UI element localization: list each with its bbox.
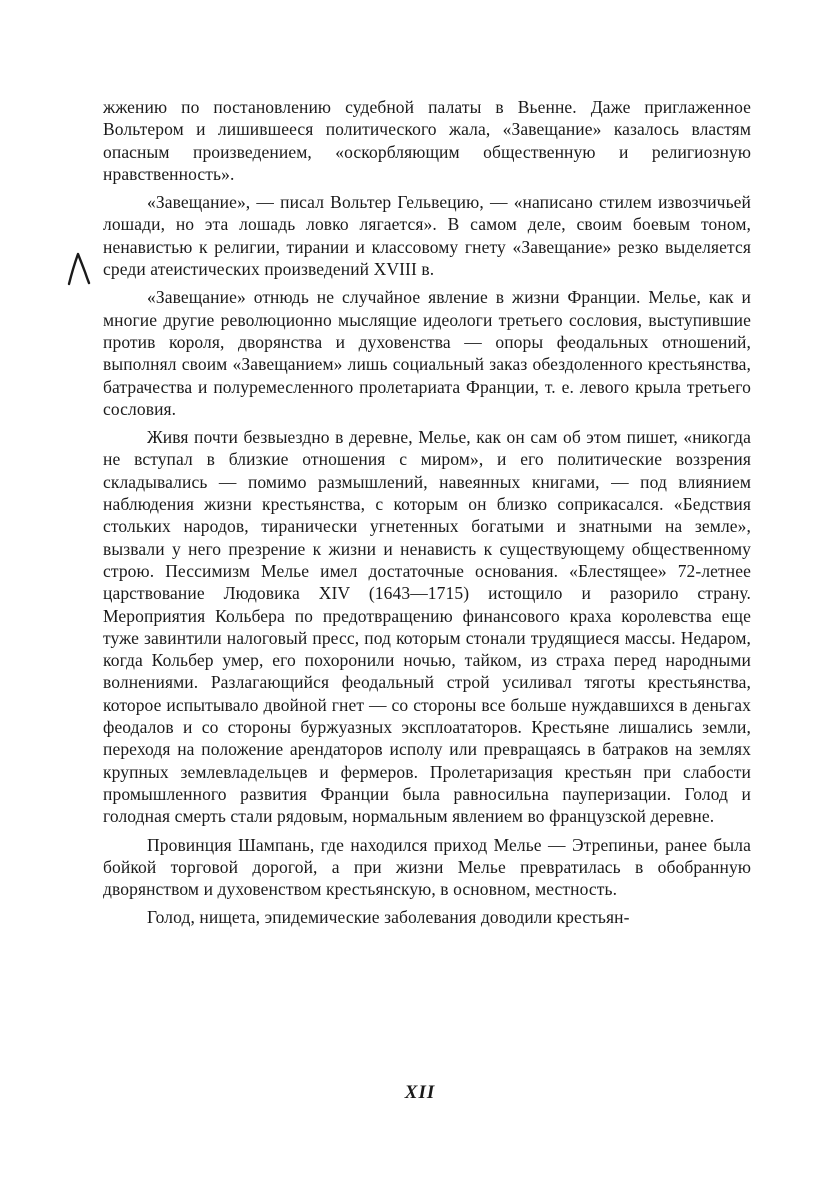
paragraph-4: Живя почти безвыездно в деревне, Мелье, как он сам об этом пишет, «никогда не вступал в близкие отношения с миром», и его политические воззрения складывались — помимо размышлений, навеянных книгами, — под влиянием наблюдения жизни крестьянства, с которым он близко соприкасался. «Бедствия стольких народов, тиранически угнетенных богатыми и знатными на земле», вызвали у него презрение к жизни и ненависть к существующему общественному строю. Пессимизм Мелье имел достаточные основания. «Блестящее» 72-летнее царствование Людовика XIV (1643—1715) истощило и разорило страну. Мероприятия Кольбера по предотвращению финансового краха королевства еще туже завинтили налоговый пресс, под которым стонали трудящиеся массы. Недаром, когда Кольбер умер, его похоронили ночью, тайком, из страха перед народными волнениями. Разлагающийся феодальный строй усиливал тяготы крестьянства, которое испытывало двойной гнет — со стороны все больше нуждавшихся в деньгах феодалов и со стороны буржуазных эксплоататоров. Крестьяне лишались земли, переходя на положение арендаторов исполу или превращаясь в батраков на землях крупных землевладельцев и фермеров. Пролетаризация крестьян при слабости промышленного развития Франции была равносильна пауперизации. Голод и голодная смерть стали рядовым, нормальным явлением во французской деревне.	[103, 427, 751, 827]
paragraph-3: «Завещание» отнюдь не случайное явление в жизни Франции. Мелье, как и многие другие революционно мыслящие идеологи третьего сословия, выступившие против короля, дворянства и духовенства — опоры феодальных отношений, выполнял своим «Завещанием» лишь социальный заказ обездоленного крестьянства, батрачества и полуремесленного пролетариата Франции, т. е. левого крыла третьего сословия.	[103, 287, 751, 419]
handwritten-margin-mark	[67, 250, 91, 286]
paragraph-6: Голод, нищета, эпидемические заболевания доводили крестьян-	[147, 907, 630, 928]
paragraph-1: жжению по постановлению судебной палаты в Вьенне. Даже приглаженное Вольтером и лишившееся политического жала, «Завещание» казалось властям опасным произведением, «оскорбляющим общественную и религиозную нравственность».	[103, 97, 751, 184]
paragraph-5: Провинция Шампань, где находился приход Мелье — Этрепиньи, ранее была бойкой торговой дорогой, а при жизни Мелье превратилась в обобранную дворянством и духовенством крестьянскую, в основном, местность.	[103, 834, 751, 900]
paragraph-2: «Завещание», — писал Вольтер Гельвецию, — «написано стилем извозчичьей лошади, но эта лошадь ловко лягается». В самом деле, своим боевым тоном, ненавистью к религии, тирании и классовому гнету «Завещание» резко выделяется среди атеистических произведений XVIII в.	[103, 192, 751, 280]
page-number: XII	[404, 1082, 436, 1103]
page-body	[103, 96, 751, 935]
